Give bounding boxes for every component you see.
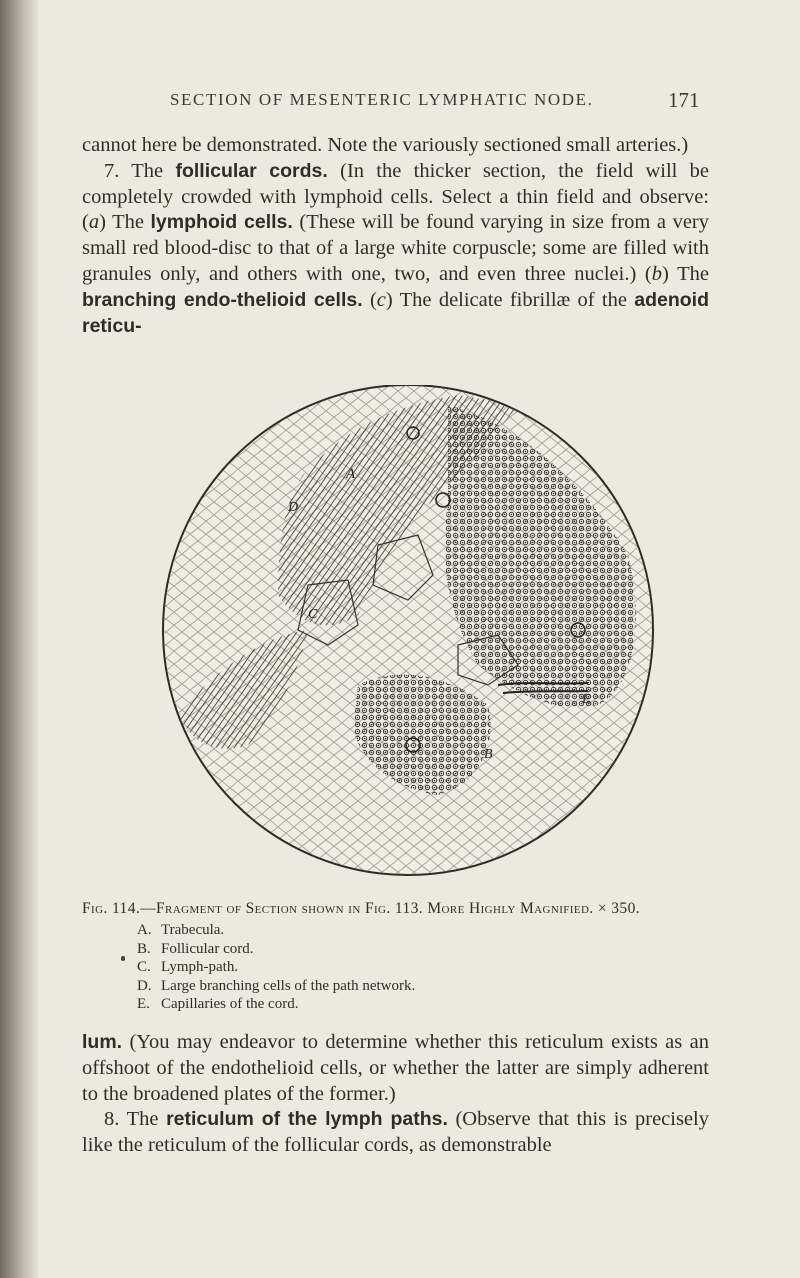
legend-key: B.	[137, 940, 151, 957]
legend-text: Large branching cells of the path network.	[161, 977, 416, 994]
paragraph-text: cannot here be demonstrated. Note the variously sectioned small arteries.)	[82, 134, 689, 156]
heading-continuation: lum.	[82, 1031, 123, 1053]
legend-key: C.	[137, 959, 151, 976]
bottom-text-block	[82, 1030, 709, 1159]
item-letter: a	[88, 211, 100, 234]
ink-speck	[121, 956, 125, 961]
text-run: (These will be found varying in size from a very small red blood-disc to that of a large white corpuscle; some are filled with granules only, and others with one, two, and even three nuclei.) (	[82, 211, 710, 285]
running-head: SECTION OF MESENTERIC LYMPHATIC NODE.	[170, 90, 594, 109]
figure-legend	[137, 921, 415, 1014]
legend-key: A.	[137, 922, 152, 938]
legend-text: Lymph-path.	[161, 959, 239, 976]
paragraph-continuation	[82, 133, 709, 159]
text-run: (	[362, 288, 377, 311]
legend-item	[137, 921, 415, 940]
heading-adenoid-reticulum: adenoid reticu-	[82, 288, 710, 337]
figure-label-b: B	[484, 747, 493, 762]
figure-caption: Fig. 114.—Fragment of Section shown in Fig. 113. More Highly Magnified. × 350.	[82, 900, 641, 917]
microscope-section-figure	[158, 385, 668, 880]
heading-branching-cells: branching endo-thelioid cells.	[82, 288, 363, 311]
item-letter: b	[651, 262, 663, 285]
heading-follicular-cords: follicular cords.	[175, 159, 328, 182]
text-run: (Observe that this is precisely like the reticulum of the follicular cords, as demonstrable	[82, 1108, 709, 1157]
top-text-block	[82, 133, 709, 339]
legend-text: Follicular cord.	[161, 940, 254, 957]
legend-item	[137, 940, 415, 959]
figure-label-e: E	[582, 692, 591, 707]
text-run: ) The	[99, 211, 151, 234]
legend-key: D.	[137, 977, 152, 994]
legend-key: E.	[137, 996, 150, 1013]
text-run: (In the thicker section, the field will be completely crowded with lymphoid cells. Select a thin field and observe: (	[82, 159, 710, 234]
page-number: 171	[668, 88, 700, 112]
legend-item	[137, 977, 415, 996]
item-letter: c	[376, 288, 386, 311]
heading-reticulum-lymph-paths: reticulum of the lymph paths.	[166, 1108, 448, 1131]
text-run: (You may endeavor to determine whether this reticulum exists as an offshoot of the endothelioid cells, or whether the latter are simply adherent to the broadened plates of the former.)	[82, 1031, 709, 1105]
text-run: ) The delicate fibrillæ of the	[385, 288, 635, 311]
legend-text: Capillaries of the cord.	[161, 996, 299, 1013]
text-run: 7. The	[104, 159, 176, 182]
figure-label-c: C	[308, 607, 318, 622]
paragraph-follicular-cords	[82, 159, 709, 340]
legend-item	[137, 995, 415, 1014]
paragraph-lymph-paths	[82, 1107, 709, 1159]
text-run: ) The	[662, 262, 709, 285]
paragraph-reticulum-continuation	[82, 1030, 709, 1107]
heading-lymphoid-cells: lymphoid cells.	[150, 211, 293, 234]
legend-text: Trabecula.	[161, 922, 225, 938]
figure-label-d: D	[288, 500, 299, 515]
legend-item	[137, 958, 415, 977]
figure-label-a: A	[346, 466, 356, 482]
text-run: 8. The	[104, 1108, 167, 1131]
